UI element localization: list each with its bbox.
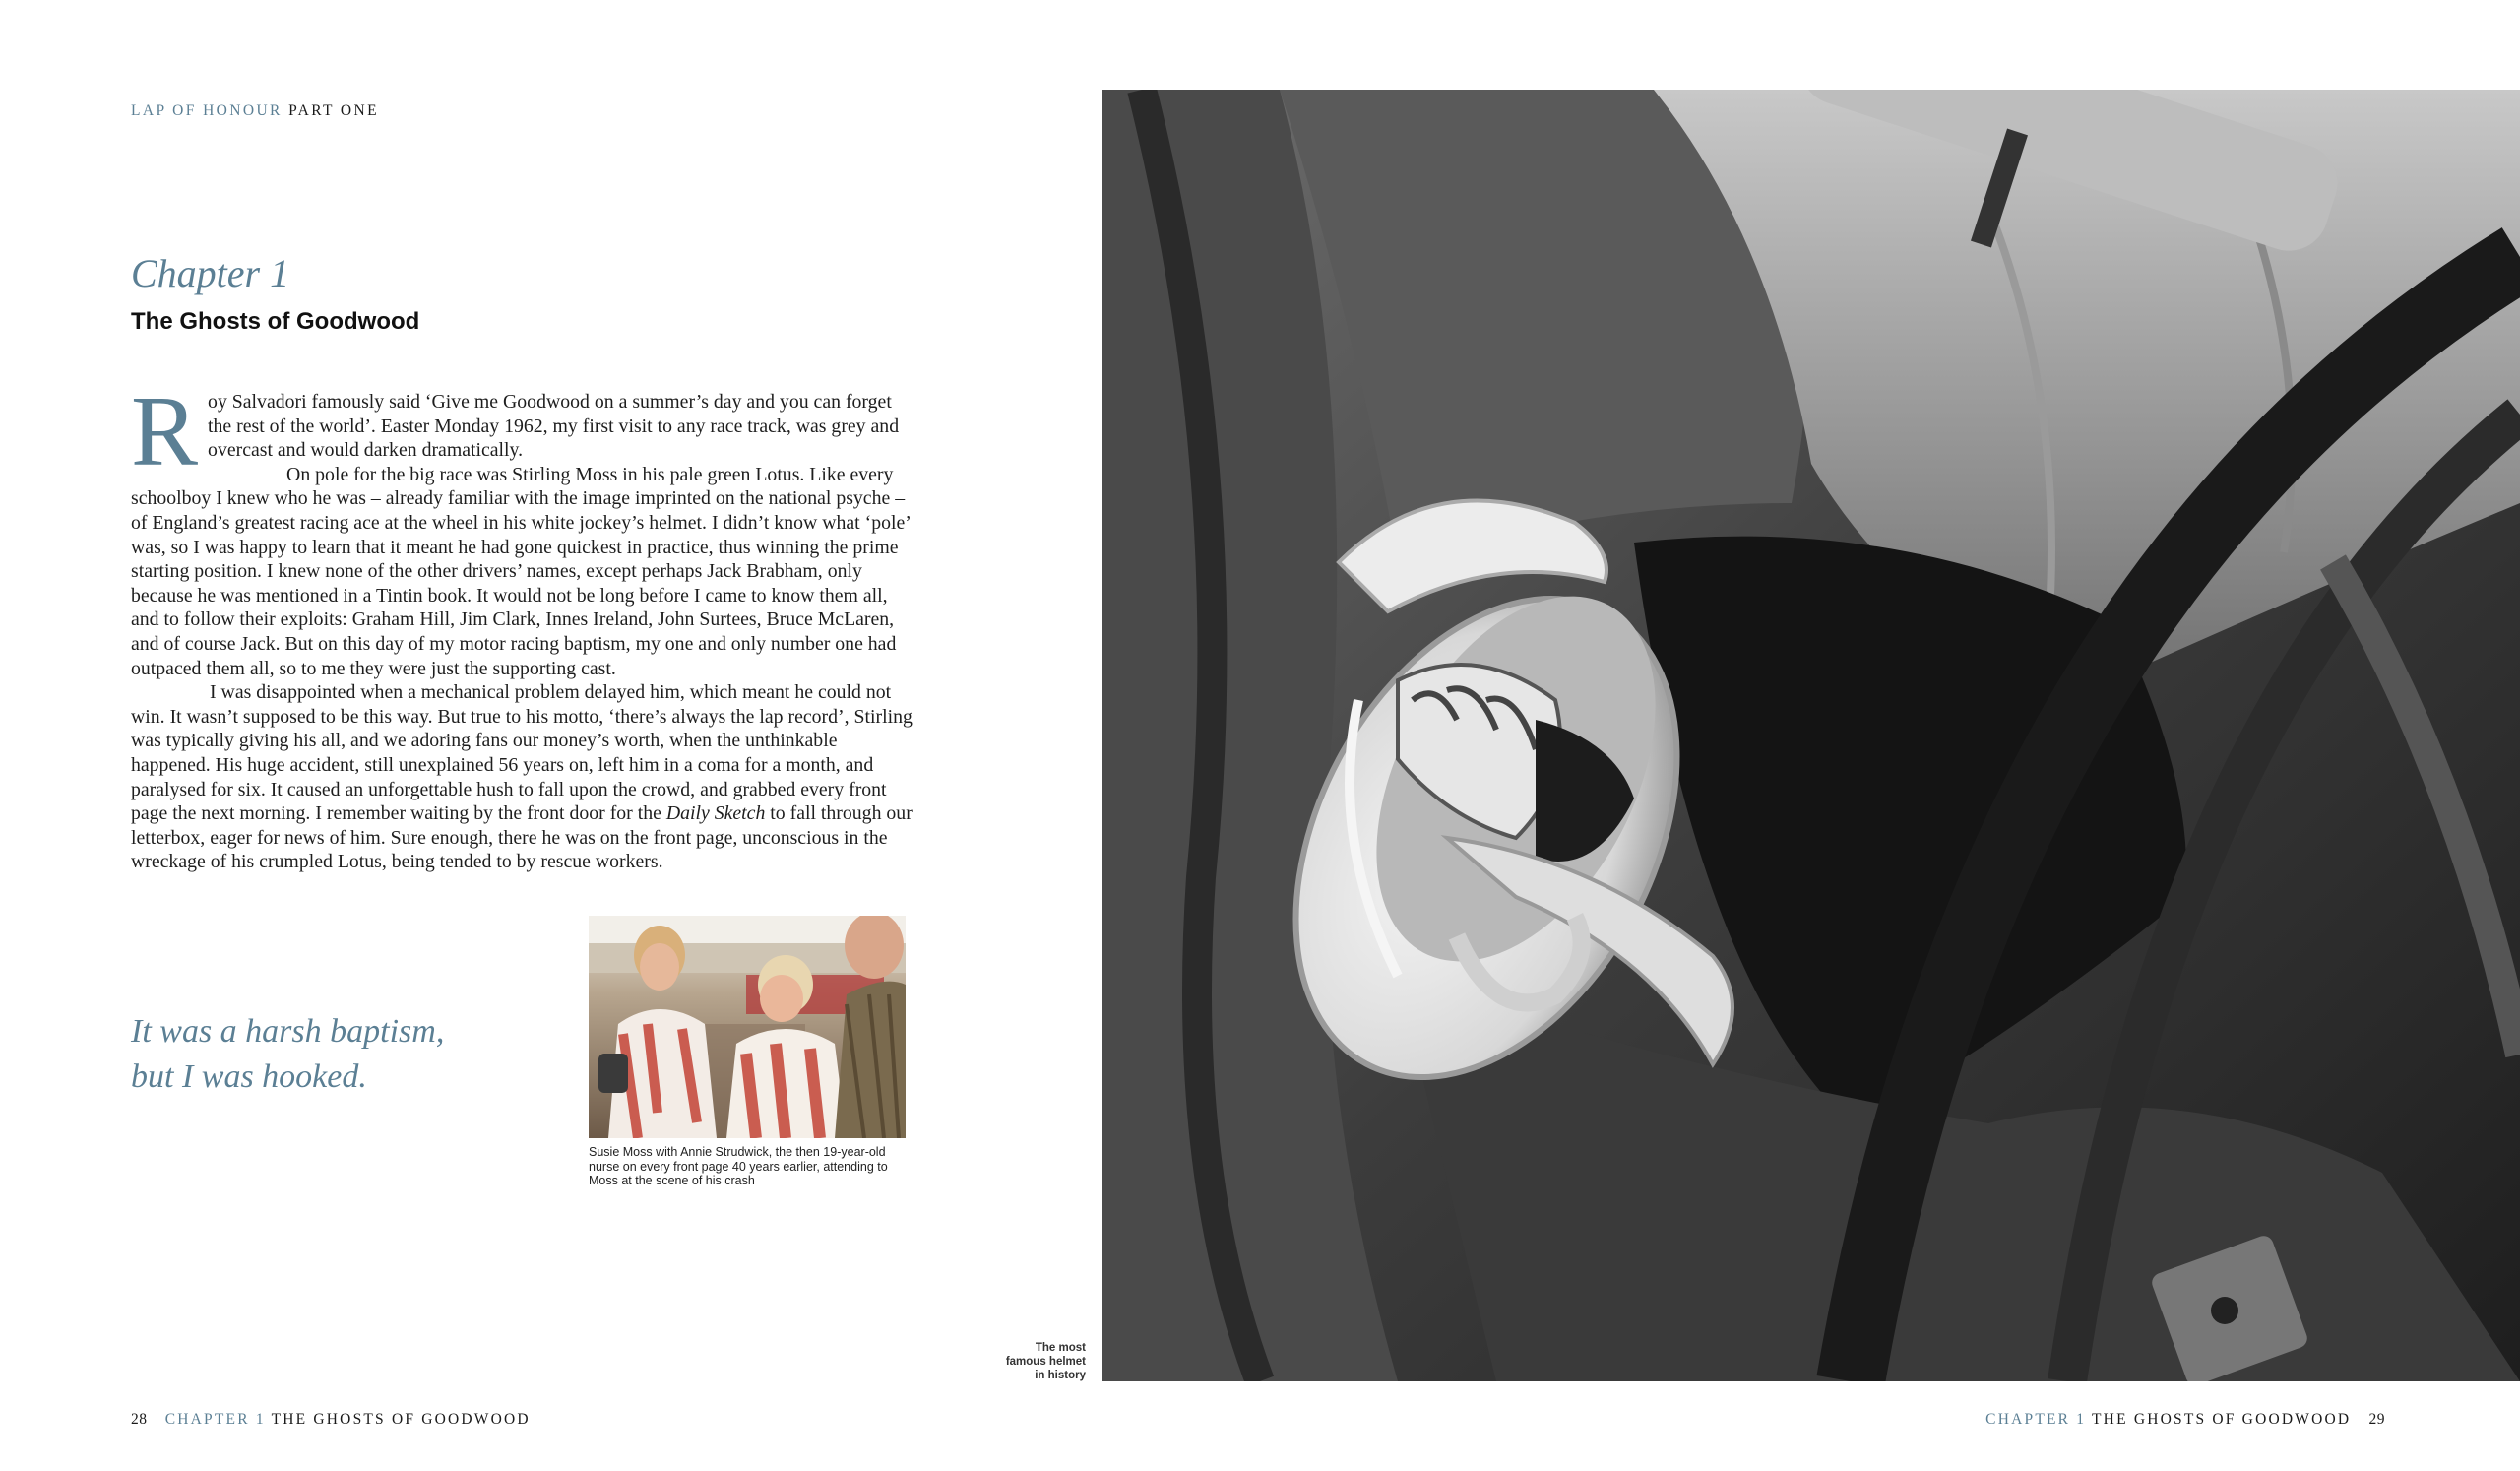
main-photo-caption [960,1341,1086,1382]
footer-left [131,1411,531,1429]
pull-quote-line-2: but I was hooked. [131,1058,367,1095]
main-caption-line-2: famous helmet [1005,1356,1086,1368]
main-caption-line-1: The most [1035,1342,1086,1354]
body-paragraph-3 [131,680,914,874]
running-head [131,102,379,120]
inset-photo-image [589,916,906,1138]
chapter-title: The Ghosts of Goodwood [131,308,420,335]
body-paragraph-1 [131,376,914,487]
chapter-number: Chapter 1 [131,251,290,295]
running-head-series: LAP OF HONOUR [131,102,283,119]
page-number-right: 29 [2368,1411,2385,1428]
main-photo-helmet [1102,90,2520,1381]
body-paragraph-1-text: oy Salvadori famously said ‘Give me Goodwood on a summer’s day and you can forget the rest of the world’. Easter Monday 1962, my first visit to any race track, was grey and overcast and would darken dramatically. [208,391,900,462]
footer-right [1985,1411,2385,1429]
footer-left-chapter-title: THE GHOSTS OF GOODWOOD [271,1411,531,1428]
footer-left-chapter-label: CHAPTER 1 [164,1411,266,1428]
drop-cap: R [131,376,199,487]
pull-quote [131,1009,444,1100]
body-paragraph-3-end: to fall through our letterbox, eager for news of him. Sure enough, there he was on the front page, unconscious in the wreckage of his crumpled Lotus, being tended to by rescue workers. [131,802,913,873]
page-number-left: 28 [131,1411,148,1428]
inset-photo-caption: Susie Moss with Annie Strudwick, the then 19-year-old nurse on every front page 40 years earlier, attending to Moss at the scene of his crash [589,1145,888,1187]
footer-right-chapter-title: THE GHOSTS OF GOODWOOD [2092,1411,2352,1428]
body-text [131,376,914,874]
inset-photo-susie-moss [589,916,906,1138]
footer-right-chapter-label: CHAPTER 1 [1985,1411,2087,1428]
main-photo-image [1102,90,2520,1381]
body-paragraph-3-start: I was disappointed when a mechanical problem delayed him, which meant he could not win. It wasn’t supposed to be this way. But true to his motto, ‘there’s always the lap record’, Stirling was typically giving his all, and we adoring fans our money’s worth, when the unthinkable happened. His huge accident, still unexplained 56 years on, left him in a coma for a month, and paralysed for six. It caused an unforgettable hush to fall upon the crowd, and grabbed every front page the next morning. I remember waiting by the front door for the [131,681,913,825]
running-head-part: PART ONE [288,102,379,119]
body-paragraph-2: On pole for the big race was Stirling Moss in his pale green Lotus. Like every schoolboy I knew who he was – already familiar with the image imprinted on the national psyche – of England’s greatest racing ace at the wheel in his white jockey’s helmet. I didn’t know what ‘pole’ was, so I was happy to learn that it meant he had gone quickest in practice, thus winning the prime starting position. I knew none of the other drivers’ names, except perhaps Jack Brabham, only because he was mentioned in a Tintin book. It would not be long before I came to know them all, and to follow their exploits: Graham Hill, Jim Clark, Innes Ireland, John Surtees, Bruce McLaren, and of course Jack. But on this day of my motor racing baptism, my one and only number one had outpaced them all, so to me they were just the supporting cast. [131,463,911,679]
newspaper-title: Daily Sketch [665,802,766,825]
main-caption-line-3: in history [1035,1370,1086,1381]
pull-quote-line-1: It was a harsh baptism, [131,1013,445,1050]
